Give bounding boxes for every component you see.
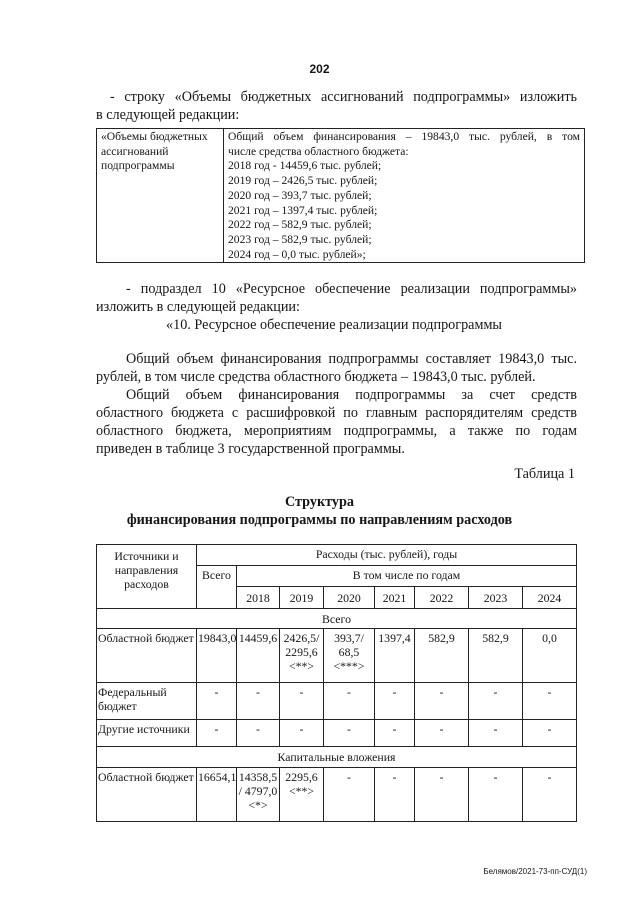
row-value: 14459,6 <box>237 629 280 683</box>
row-value: 0,0 <box>523 629 577 683</box>
row-value: - <box>375 683 415 720</box>
section-row-capital: Капитальные вложения <box>97 747 577 768</box>
box-right-line: 2024 год – 0,0 тыс. рублей»; <box>228 247 366 261</box>
section-heading: «10. Ресурсное обеспечение реализации подпрограммы <box>166 317 502 333</box>
header-year: 2018 <box>237 587 280 609</box>
row-value: - <box>415 720 469 747</box>
row-value: - <box>469 683 523 720</box>
header-total: Всего <box>197 566 237 609</box>
row-value: - <box>469 720 523 747</box>
table-row <box>97 629 577 683</box>
para2-line-1: Общий объем финансирования подпрограммы за счет средств <box>126 387 577 403</box>
box-right-line: 2019 год – 2426,5 тыс. рублей; <box>228 174 378 188</box>
row-value: - <box>415 768 469 822</box>
box-right-line: 2022 год – 582,9 тыс. рублей; <box>228 218 372 232</box>
box-right-line: 2020 год – 393,7 тыс. рублей; <box>228 188 372 202</box>
box-right-line: числе средства областного бюджета: <box>228 144 409 158</box>
header-year: 2021 <box>375 587 415 609</box>
row-value: - <box>523 683 577 720</box>
row-value: - <box>375 720 415 747</box>
box-right-line: 2023 год – 582,9 тыс. рублей; <box>228 232 372 246</box>
header-expenses: Расходы (тыс. рублей), годы <box>197 545 577 566</box>
box-left-line: подпрограммы <box>101 159 175 173</box>
box-left-cell <box>97 129 224 263</box>
table-title-line-1: Структура <box>284 494 355 510</box>
header-sources: Источники и направления расходов <box>97 545 197 609</box>
row-value: - <box>523 720 577 747</box>
row-total: - <box>197 683 237 720</box>
page-number: 202 <box>309 62 330 76</box>
intro-line-2: в следующей редакции: <box>96 107 240 123</box>
financing-structure-table <box>96 544 577 822</box>
row-source: Другие источники <box>97 720 197 747</box>
row-value: 582,9 <box>469 629 523 683</box>
header-year: 2024 <box>523 587 577 609</box>
row-total: 16654,1 <box>197 768 237 822</box>
header-year: 2022 <box>415 587 469 609</box>
row-value: 1397,4 <box>375 629 415 683</box>
box-right-line: 2021 год – 1397,4 тыс. рублей; <box>228 203 378 217</box>
box-right-line: 2018 год - 14459,6 тыс. рублей; <box>228 159 382 173</box>
row-value: - <box>237 683 280 720</box>
row-source: Областной бюджет <box>97 768 197 822</box>
para1-line-2: рублей, в том числе средства областного бюджета – 19843,0 тыс. рублей. <box>96 369 536 385</box>
row-value: 393,7/ 68,5 <***> <box>324 629 375 683</box>
para2-line-2: областного бюджета с расшифровкой по главным распорядителям средств <box>96 405 577 421</box>
header-year: 2020 <box>324 587 375 609</box>
row-value: 2295,6 <**> <box>280 768 324 822</box>
row-source: Федеральный бюджет <box>97 683 197 720</box>
row-value: - <box>280 683 324 720</box>
section-row-all: Всего <box>97 609 577 629</box>
row-total: 19843,0 <box>197 629 237 683</box>
para1-line-1: Общий объем финансирования подпрограммы составляет 19843,0 тыс. <box>126 351 577 367</box>
section-line-1: - подраздел 10 «Ресурсное обеспечение реализации подпрограммы» <box>126 281 577 297</box>
table-title-line-2: финансирования подпрограммы по направлениям расходов <box>126 512 513 528</box>
para2-line-3: областного бюджета, мероприятиям подпрограммы, а также по годам <box>96 423 577 439</box>
row-value: - <box>469 768 523 822</box>
table-row <box>97 683 577 720</box>
row-value: - <box>280 720 324 747</box>
row-value: - <box>523 768 577 822</box>
box-right-line: Общий объем финансирования – 19843,0 тыс. рублей, в том <box>228 130 580 143</box>
header-by-year: В том числе по годам <box>237 566 577 587</box>
row-total: - <box>197 720 237 747</box>
row-value: - <box>324 768 375 822</box>
row-value: 14358,5 / 4797,0 <*> <box>237 768 280 822</box>
box-left-line: «Объемы бюджетных <box>101 130 208 143</box>
row-value: - <box>324 720 375 747</box>
row-source: Областной бюджет <box>97 629 197 683</box>
box-left-line: ассигнований <box>101 144 169 158</box>
row-value: - <box>415 683 469 720</box>
row-value: - <box>324 683 375 720</box>
table-row <box>97 720 577 747</box>
row-value: 582,9 <box>415 629 469 683</box>
section-line-2: изложить в следующей редакции: <box>96 299 300 315</box>
intro-line-1: - строку «Объемы бюджетных ассигнований подпрограммы» изложить <box>110 89 577 105</box>
row-value: - <box>375 768 415 822</box>
para2-line-4: приведен в таблице 3 государственной программы. <box>96 441 405 457</box>
budget-allocation-box <box>96 128 585 263</box>
row-value: 2426,5/ 2295,6 <**> <box>280 629 324 683</box>
table-label: Таблица 1 <box>514 466 575 482</box>
table-row <box>97 768 577 822</box>
header-year: 2019 <box>280 587 324 609</box>
header-year: 2023 <box>469 587 523 609</box>
document-footer-code: Белямов/2021-73-пп-СУД(1) <box>483 867 587 876</box>
row-value: - <box>237 720 280 747</box>
box-right-cell <box>224 129 585 263</box>
